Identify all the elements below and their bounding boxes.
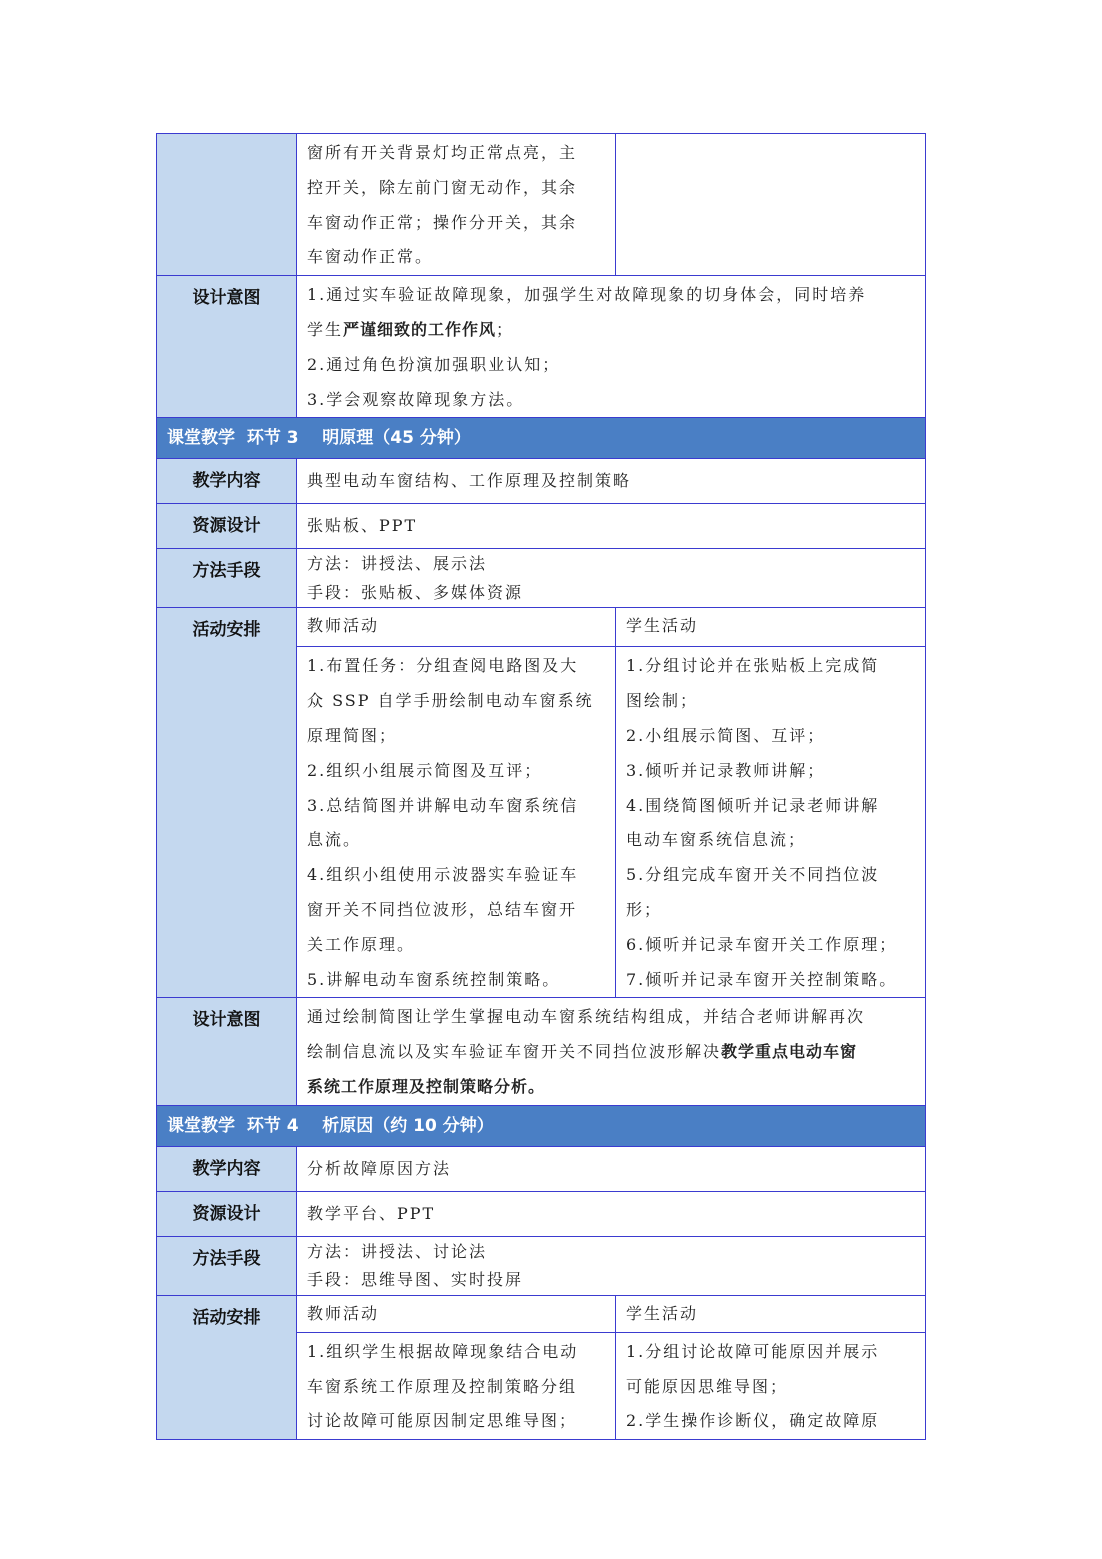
text-line: 2.组织小组展示简图及互评； bbox=[307, 760, 543, 780]
text-line: 1.分组讨论故障可能原因并展示 bbox=[626, 1341, 880, 1361]
text-line: 讨论故障可能原因制定思维导图； bbox=[307, 1411, 578, 1431]
text-line: 绘制信息流以及实车验证车窗开关不同挡位波形解决教学重点电动车窗 bbox=[307, 1042, 858, 1062]
content-row bbox=[157, 1146, 926, 1191]
text-line: 1.通过实车验证故障现象，加强学生对故障现象的切身体会，同时培养 bbox=[307, 285, 867, 305]
activity-header-row bbox=[157, 608, 926, 647]
text-line: 通过绘制简图让学生掌握电动车窗系统结构组成，并结合老师讲解再次 bbox=[307, 1007, 866, 1027]
text-line: 车窗动作正常；操作分开关，其余 bbox=[307, 212, 578, 232]
activity-header-row bbox=[157, 1295, 926, 1332]
text-line: 手段：张贴板、多媒体资源 bbox=[307, 582, 524, 602]
content-cell: 分析故障原因方法 bbox=[297, 1146, 926, 1191]
section-header-row bbox=[157, 1105, 926, 1146]
row-label: 教学内容 bbox=[157, 459, 297, 504]
text-line: 3.倾听并记录教师讲解； bbox=[626, 760, 826, 780]
content-row bbox=[157, 459, 926, 504]
row-label: 资源设计 bbox=[157, 504, 297, 549]
text-line: 4.围绕简图倾听并记录老师讲解 bbox=[626, 795, 880, 815]
text-line: 学生严谨细致的工作作风； bbox=[307, 319, 515, 339]
text-line: 控开关，除左前门窗无动作，其余 bbox=[307, 177, 578, 197]
text-line: 6.倾听并记录车窗开关工作原理； bbox=[626, 934, 898, 954]
section-title: 课堂教学 环节 3 明原理（45 分钟） bbox=[157, 418, 926, 459]
content-cell: 典型电动车窗结构、工作原理及控制策略 bbox=[297, 459, 926, 504]
row-label: 活动安排 bbox=[157, 1295, 297, 1439]
text-line: 方法：讲授法、讨论法 bbox=[307, 1241, 488, 1261]
text-line: 可能原因思维导图； bbox=[626, 1376, 789, 1396]
text-line: 电动车窗系统信息流； bbox=[626, 830, 807, 850]
row-label: 活动安排 bbox=[157, 608, 297, 998]
text-line: 息流。 bbox=[307, 830, 362, 850]
text-line: 2.通过角色扮演加强职业认知； bbox=[307, 354, 561, 374]
row-label: 教学内容 bbox=[157, 1146, 297, 1191]
emphasis-text: 系统工作原理及控制策略分析。 bbox=[307, 1076, 546, 1096]
student-activity-cell bbox=[616, 1332, 926, 1439]
teacher-header: 教师活动 bbox=[297, 1295, 616, 1332]
continuation-teacher-cell bbox=[297, 134, 616, 276]
text-line: 关工作原理。 bbox=[307, 934, 416, 954]
teacher-activity-cell bbox=[297, 647, 616, 998]
student-activity-cell bbox=[616, 647, 926, 998]
text-line bbox=[307, 1070, 915, 1105]
text-line: 1.分组讨论并在张贴板上完成简 bbox=[626, 656, 880, 676]
text-line: 方法：讲授法、展示法 bbox=[307, 554, 488, 574]
row-label: 方法手段 bbox=[157, 549, 297, 608]
text-line: 手段：思维导图、实时投屏 bbox=[307, 1270, 524, 1290]
text-line: 图绘制； bbox=[626, 691, 699, 711]
text-line: 2.学生操作诊断仪，确定故障原 bbox=[626, 1411, 880, 1431]
teacher-header: 教师活动 bbox=[297, 608, 616, 647]
resource-row bbox=[157, 504, 926, 549]
student-header: 学生活动 bbox=[616, 1295, 926, 1332]
design-intent-cell bbox=[297, 276, 926, 418]
resource-cell: 张贴板、PPT bbox=[297, 504, 926, 549]
method-row bbox=[157, 549, 926, 608]
resource-row bbox=[157, 1191, 926, 1236]
method-cell bbox=[297, 549, 926, 608]
row-label: 设计意图 bbox=[157, 998, 297, 1105]
text-line: 车窗动作正常。 bbox=[307, 247, 434, 267]
text-line: 车窗系统工作原理及控制策略分组 bbox=[307, 1376, 578, 1396]
text-line: 5.分组完成车窗开关不同挡位波 bbox=[626, 865, 880, 885]
text-line: 7.倾听并记录车窗开关控制策略。 bbox=[626, 969, 898, 989]
row-label: 方法手段 bbox=[157, 1236, 297, 1295]
text-line: 窗开关不同挡位波形，总结车窗开 bbox=[307, 899, 578, 919]
text-line: 1.组织学生根据故障现象结合电动 bbox=[307, 1341, 579, 1361]
text-line: 2.小组展示简图、互评； bbox=[626, 725, 826, 745]
lesson-plan-table bbox=[156, 133, 926, 1440]
text-line: 窗所有开关背景灯均正常点亮，主 bbox=[307, 143, 578, 162]
emphasis-text: 教学重点电动车窗 bbox=[721, 1042, 858, 1062]
design-intent-cell bbox=[297, 998, 926, 1105]
section-header-row bbox=[157, 418, 926, 459]
emphasis-text: 严谨细致的工作作风 bbox=[343, 319, 497, 339]
continuation-student-cell bbox=[616, 134, 926, 276]
row-label: 设计意图 bbox=[157, 276, 297, 418]
text-line: 原理简图； bbox=[307, 725, 398, 745]
text-line: 5.讲解电动车窗系统控制策略。 bbox=[307, 969, 561, 989]
text-line: 1.布置任务：分组查阅电路图及大 bbox=[307, 656, 579, 676]
text-line: 3.学会观察故障现象方法。 bbox=[307, 389, 525, 409]
text-line: 4.组织小组使用示波器实车验证车 bbox=[307, 865, 579, 885]
continuation-row bbox=[157, 134, 926, 276]
design-intent-row bbox=[157, 998, 926, 1105]
text-line: 众 SSP 自学手册绘制电动车窗系统 bbox=[307, 691, 594, 711]
teacher-activity-cell bbox=[297, 1332, 616, 1439]
method-cell bbox=[297, 1236, 926, 1295]
text-line: 3.总结简图并讲解电动车窗系统信 bbox=[307, 795, 579, 815]
text-line: 形； bbox=[626, 899, 663, 919]
section-title: 课堂教学 环节 4 析原因（约 10 分钟） bbox=[157, 1105, 926, 1146]
design-intent-row bbox=[157, 276, 926, 418]
continuation-label-cell bbox=[157, 134, 297, 276]
student-header: 学生活动 bbox=[616, 608, 926, 647]
row-label: 资源设计 bbox=[157, 1191, 297, 1236]
resource-cell: 教学平台、PPT bbox=[297, 1191, 926, 1236]
method-row bbox=[157, 1236, 926, 1295]
